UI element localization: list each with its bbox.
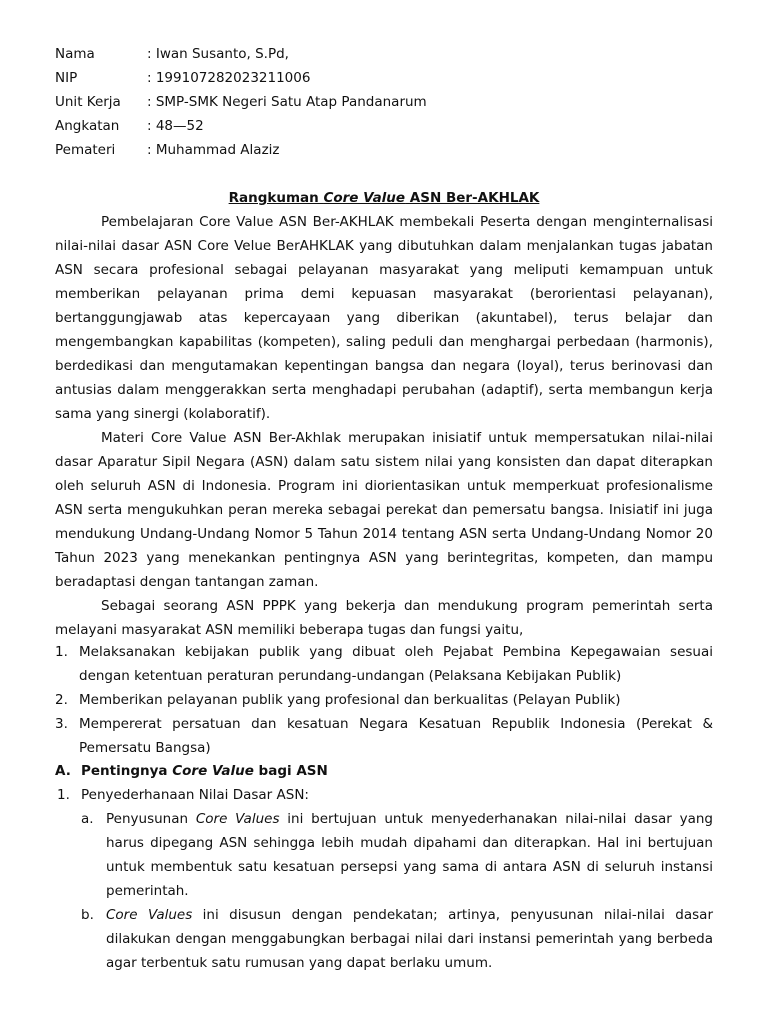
list-number: 2. bbox=[55, 692, 68, 708]
identity-label: Nama bbox=[55, 46, 95, 62]
list-number: 3. bbox=[55, 716, 68, 732]
identity-value: : Muhammad Alaziz bbox=[147, 142, 280, 158]
identity-row-unit-kerja bbox=[55, 90, 427, 114]
identity-label: Angkatan bbox=[55, 118, 120, 134]
list-item: Mempererat persatuan dan kesatuan Negara Kesatuan Republik Indonesia (Perekat & Pemersatu Bangsa) bbox=[79, 716, 713, 756]
identity-label: Pemateri bbox=[55, 142, 116, 158]
identity-value: : Iwan Susanto, S.Pd, bbox=[147, 46, 289, 62]
list-number: 1. bbox=[57, 787, 70, 803]
identity-value: : SMP-SMK Negeri Satu Atap Pandanarum bbox=[147, 94, 427, 110]
identity-value: : 48—52 bbox=[147, 118, 204, 134]
list-item: Penyederhanaan Nilai Dasar ASN: bbox=[81, 787, 309, 803]
identity-label: NIP bbox=[55, 70, 78, 86]
identity-row-angkatan bbox=[55, 114, 204, 138]
list-number: 1. bbox=[55, 644, 68, 660]
list-subitem: Penyusunan Core Values ini bertujuan untuk menyederhanakan nilai-nilai dasar yang harus dipegang ASN sehingga lebih mudah dipahami dan diterapkan. Hal ini bertujuan untuk membentuk satu kesatuan persepsi yang sama di antara ASN di seluruh instansi pemerintah. bbox=[106, 811, 714, 899]
identity-label: Unit Kerja bbox=[55, 94, 121, 110]
paragraph-tugas: Sebagai seorang ASN PPPK yang bekerja dan mendukung program pemerintah serta melayani masyarakat ASN memiliki beberapa tugas dan fungsi yaitu, bbox=[55, 598, 713, 638]
identity-row-nama bbox=[55, 42, 289, 66]
list-subitem: Core Values ini disusun dengan pendekatan; artinya, penyusunan nilai-nilai dasar dilakukan dengan menggabungkan berbagai nilai dari instansi pemerintah yang berbeda agar terbentuk satu rumusan yang dapat berlaku umum. bbox=[106, 907, 713, 971]
list-letter: a. bbox=[81, 811, 94, 827]
document-title: Rangkuman Core Value ASN Ber-AKHLAK bbox=[228, 190, 540, 206]
list-item: Melaksanakan kebijakan publik yang dibuat oleh Pejabat Pembina Kepegawaian sesuai dengan ketentuan peraturan perundang-undangan (Pelaksana Kebijakan Publik) bbox=[79, 644, 713, 684]
list-item: Memberikan pelayanan publik yang profesional dan berkualitas (Pelayan Publik) bbox=[79, 692, 621, 708]
section-heading: A. Pentingnya Core Value bagi ASN bbox=[55, 763, 328, 779]
identity-row-pemateri bbox=[55, 138, 280, 162]
identity-row-nip bbox=[55, 66, 310, 90]
paragraph-intro: Pembelajaran Core Value ASN Ber-AKHLAK membekali Peserta dengan menginternalisasi nilai-nilai dasar ASN Core Velue BerAHKLAK yang dibutuhkan dalam menjalankan tugas jabatan ASN secara profesional sebagai pelayanan masyarakat yang meliputi kemampuan untuk memberikan pelayanan prima demi kepuasan masyarakat (berorientasi pelayanan), bertanggungjawab atas kepercayaan yang diberikan (akuntabel), terus belajar dan mengembangkan kapabilitas (kompeten), saling peduli dan menghargai perbedaan (harmonis), berdedikasi dan mengutamakan kepentingan bangsa dan negara (loyal), terus berinovasi dan antusias dalam menggerakkan serta menghadapi perubahan (adaptif), serta membangun kerja sama yang sinergi (kolaboratif). bbox=[55, 214, 713, 422]
paragraph-materi: Materi Core Value ASN Ber-Akhlak merupakan inisiatif untuk mempersatukan nilai-nilai dasar Aparatur Sipil Negara (ASN) dalam satu sistem nilai yang konsisten dan dapat diterapkan oleh seluruh ASN di Indonesia. Program ini diorientasikan untuk memperkuat profesionalisme ASN serta mengukuhkan peran mereka sebagai perekat dan pemersatu bangsa. Inisiatif ini juga mendukung Undang-Undang Nomor 5 Tahun 2014 tentang ASN serta Undang-Undang Nomor 20 Tahun 2023 yang menekankan pentingnya ASN yang berintegritas, kompeten, dan mampu beradaptasi dengan tantangan zaman. bbox=[55, 430, 713, 590]
list-letter: b. bbox=[81, 907, 94, 923]
identity-value: : 199107282023211006 bbox=[147, 70, 311, 86]
